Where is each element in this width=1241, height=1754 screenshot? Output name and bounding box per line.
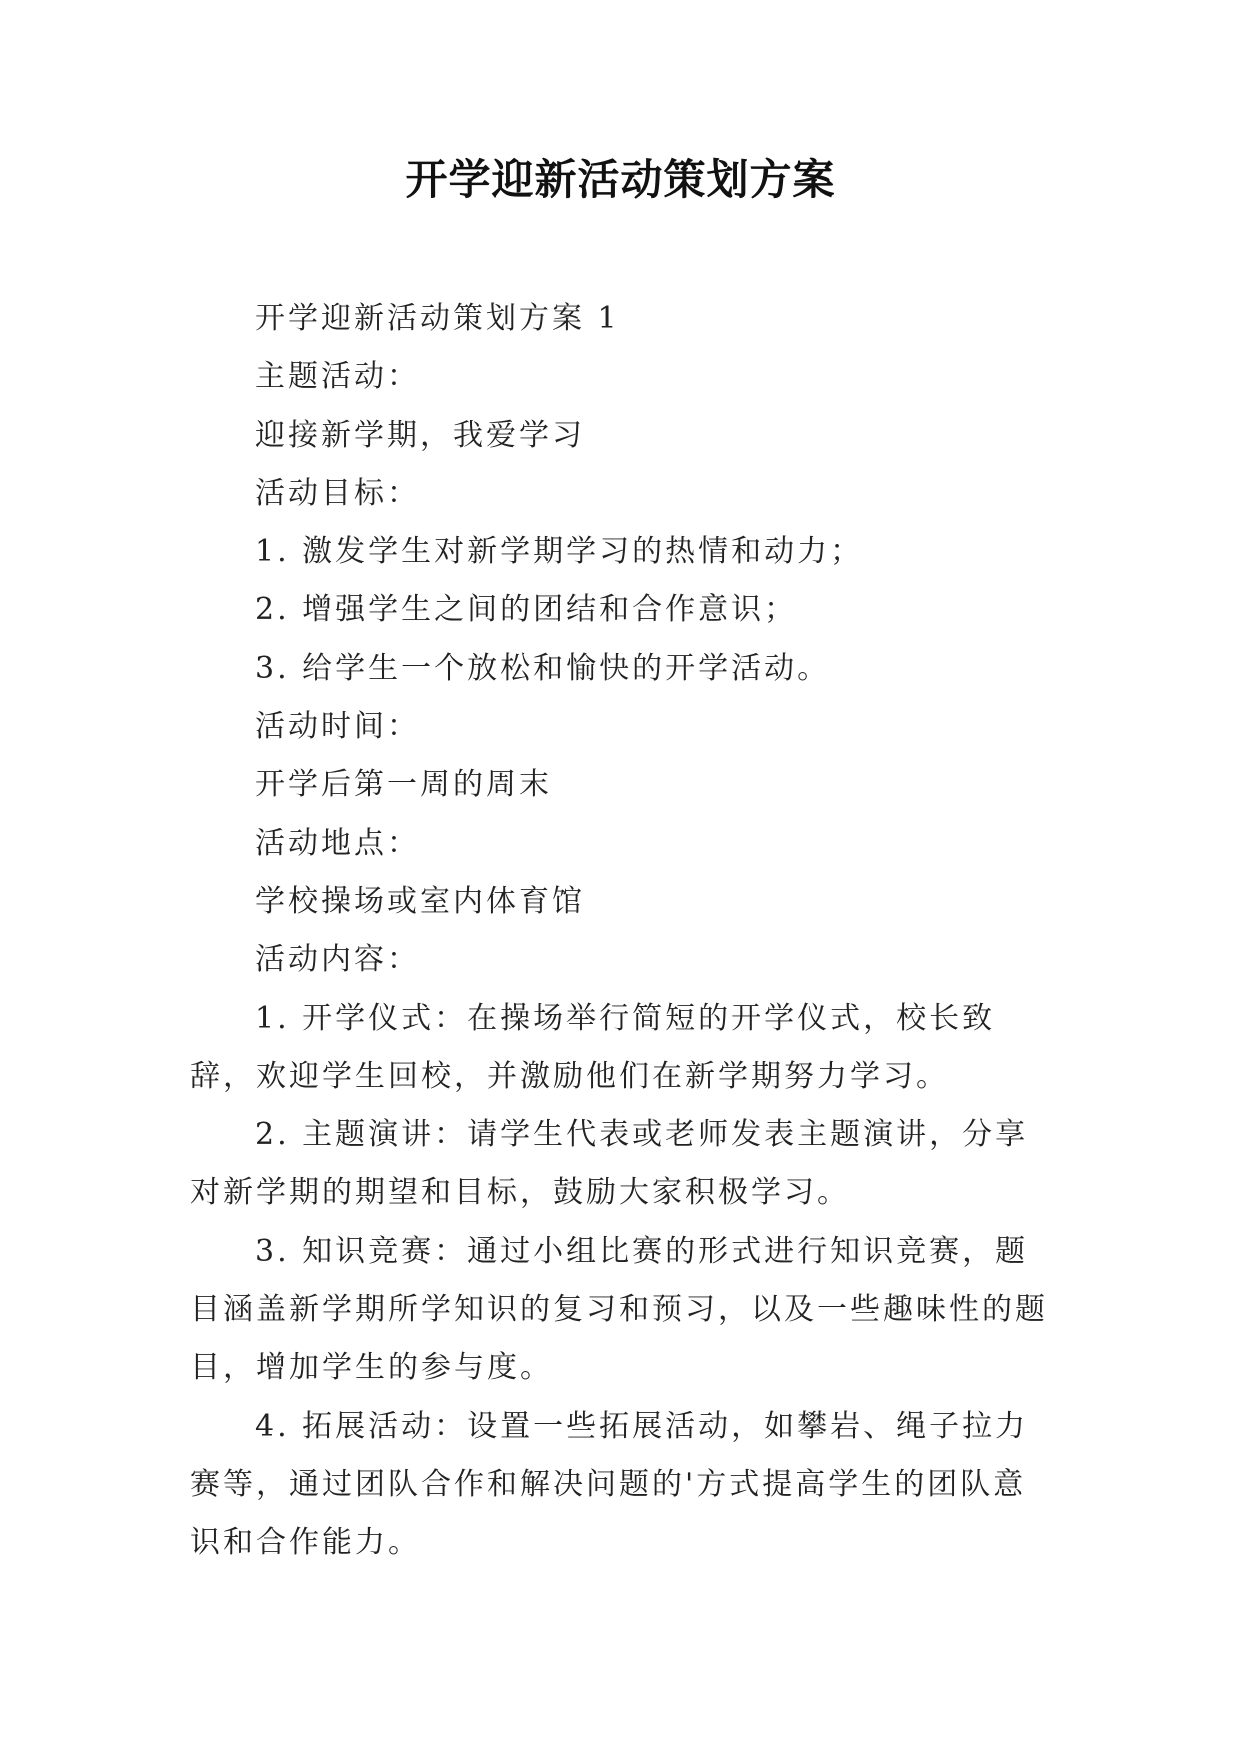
paragraph-content-1: 1. 开学仪式：在操场举行简短的开学仪式，校长致辞，欢迎学生回校，并激励他们在新学期努力学习。 (190, 1000, 996, 1094)
paragraph-theme-label: 主题活动： (255, 359, 420, 395)
paragraph-heading-1: 开学迎新活动策划方案 1 (255, 301, 620, 336)
paragraph-content-4: 4. 拓展活动：设置一些拓展活动，如攀岩、绳子拉力赛等，通过团队合作和解决问题的'方式提高学生的团队意识和合作能力。 (190, 1408, 1029, 1561)
document-title: 开学迎新活动策划方案 (405, 155, 836, 204)
paragraph-goal-1: 1. 激发学生对新学期学习的热情和动力； (255, 534, 864, 570)
paragraph-goal-2: 2. 增强学生之间的团结和合作意识； (255, 592, 798, 628)
paragraph-content-label: 活动内容： (255, 942, 420, 978)
paragraph-goals-label: 活动目标： (255, 475, 420, 511)
paragraph-location-value: 学校操场或室内体育馆 (255, 883, 585, 919)
document-body (190, 290, 1050, 1573)
paragraph-goal-3: 3. 给学生一个放松和愉快的开学活动。 (255, 650, 831, 686)
paragraph-theme-value: 迎接新学期，我爱学习 (255, 417, 585, 453)
paragraph-time-label: 活动时间： (255, 709, 420, 745)
paragraph-content-2: 2. 主题演讲：请学生代表或老师发表主题演讲，分享对新学期的期望和目标，鼓励大家积极学习。 (190, 1117, 1029, 1211)
paragraph-location-label: 活动地点： (255, 825, 420, 861)
paragraph-time-value: 开学后第一周的周末 (255, 767, 552, 803)
paragraph-content-3: 3. 知识竞赛：通过小组比赛的形式进行知识竞赛，题目涵盖新学期所学知识的复习和预习，以及一些趣味性的题目，增加学生的参与度。 (190, 1233, 1048, 1386)
